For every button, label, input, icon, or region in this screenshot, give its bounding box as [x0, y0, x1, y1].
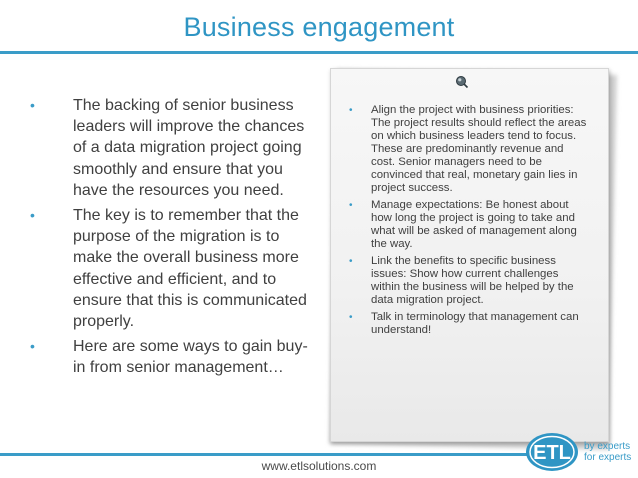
- list-item: [28, 95, 318, 201]
- etl-logo: [525, 432, 580, 472]
- right-bullet-text: Align the project with business priorities: The project results should reflect the areas on which business leaders tend to focus. These are predominantly revenue and cost. Senior managers need to be convinced that real, monetary gain lies in project success.: [371, 104, 587, 194]
- tagline-line: by experts: [584, 441, 631, 452]
- footer-website: www.etlsolutions.com: [261, 459, 377, 473]
- right-bullet-text: Talk in terminology that management can understand!: [371, 311, 579, 336]
- bullet-icon: •: [349, 256, 353, 267]
- left-bullet-text: Here are some ways to gain buy-in from senior management…: [73, 338, 308, 377]
- bullet-icon: •: [30, 207, 35, 224]
- list-item: [347, 255, 587, 307]
- right-bullet-text: Link the benefits to specific business issues: Show how current challenges within the business will be helped by the data migration project.: [371, 255, 574, 306]
- bullet-icon: •: [30, 97, 35, 113]
- left-bullet-list: [28, 95, 318, 383]
- left-bullet-text: The key is to remember that the purpose of the migration is to make the overall business more effective and efficient, and to ensure that this is communicated properly.: [73, 207, 307, 331]
- list-item: [347, 199, 587, 251]
- right-bullet-text: Manage expectations: Be honest about how long the project is going to take and what will be asked of management along the way.: [371, 199, 577, 250]
- bullet-icon: •: [349, 312, 353, 323]
- slide-title: Business engagement: [183, 12, 455, 42]
- logo-tagline: [584, 441, 638, 463]
- logo-text: ETL: [533, 442, 571, 464]
- list-item: [347, 104, 587, 195]
- left-bullet-text: The backing of senior business leaders will improve the chances of a data migration project going smoothly and ensure that you have the resources you need.: [73, 97, 305, 199]
- footer-divider: [0, 453, 528, 456]
- bullet-icon: •: [349, 105, 353, 116]
- pushpin-icon: [455, 75, 469, 89]
- bullet-icon: •: [30, 338, 35, 355]
- right-bullet-list: [347, 104, 587, 341]
- list-item: [347, 311, 587, 337]
- list-item: [28, 336, 318, 378]
- list-item: [28, 205, 318, 332]
- bullet-icon: •: [349, 200, 353, 211]
- title-divider: [0, 51, 638, 54]
- tagline-line: for experts: [584, 452, 632, 463]
